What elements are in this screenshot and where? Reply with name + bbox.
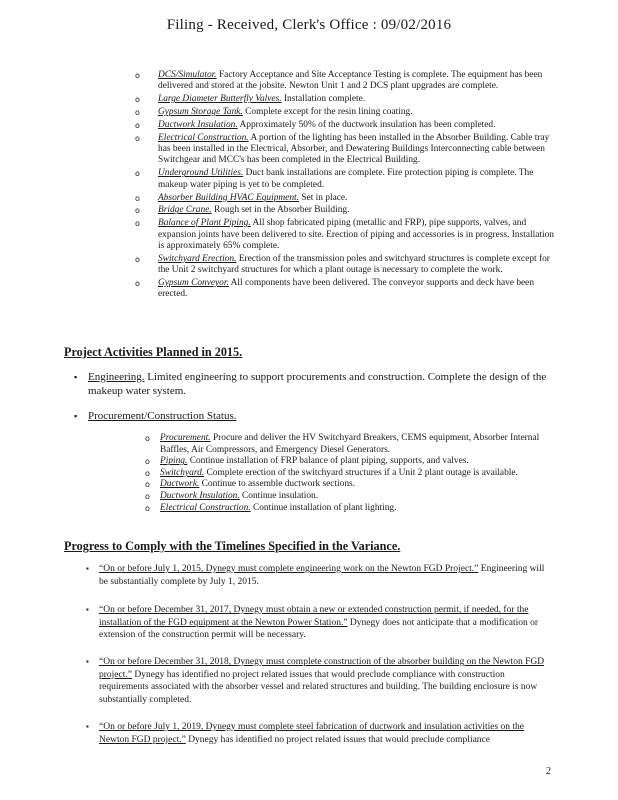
circle-bullet-icon: o <box>135 108 140 118</box>
circle-bullet-icon: o <box>135 133 140 143</box>
circle-bullet-icon: o <box>145 468 150 478</box>
list-item: o Procurement. Procure and deliver the HV Switchyard Breakers, CEMS equipment, Absorber Internal Baffles, Air Compressors, and Emergency Diesel Generators. <box>145 433 540 455</box>
list-item: o Switchyard Erection. Erection of the transmission poles and switchyard structures is complete except for the Unit 2 switchyard structures for which a plant outage is necessary to complete the work. <box>135 253 550 276</box>
list-item: o Absorber Building HVAC Equipment. Set in place. <box>135 192 348 203</box>
section-heading-progress: Progress to Comply with the Timelines Specified in the Variance. <box>64 539 401 553</box>
square-bullet-icon: ▪ <box>86 605 89 614</box>
list-item: o Underground Utilities. Duct bank installations are complete. Fire protection piping is complete. The makeup water piping is yet to be completed. <box>135 168 534 190</box>
square-bullet-icon: ▪ <box>86 657 89 666</box>
list-item: o Electrical Construction. A portion of the lighting has been installed in the Absorber Building. Cable tray has been installed in the Electrical, Absorber, and Dewatering Buildings Interconnecting cable between Switchgear and MCC's has been completed in the Electrical Building. <box>135 132 550 166</box>
list-item: o Gypsum Storage Tank. Complete except for the resin lining coating. <box>135 107 413 118</box>
square-bullet-icon: ▪ <box>86 722 89 731</box>
procurement-bullet: ▪ Procurement/Construction Status. <box>74 410 237 422</box>
timeline-item: ▪ “On or before December 31, 2018, Dynegy must complete construction of the absorber building on the Newton FGD project.” Dynegy has identified no project related issues that would preclude compliance with construction requirements associated with the absorber vessel and related structures and building. The building enclosure is now substantially completed. <box>86 657 545 705</box>
circle-bullet-icon: o <box>135 193 140 203</box>
completed-items-list <box>135 70 555 302</box>
filing-header: Filing - Received, Clerk's Office : 09/02/2016 <box>166 17 452 33</box>
list-item: o Bridge Crane. Rough set in the Absorber Building. <box>135 205 350 216</box>
list-item: o Ductwork. Continue to assemble ductwork sections. <box>145 479 356 490</box>
engineering-bullet: ▪ Engineering. Limited engineering to support procurements and construction. Complete the design of the makeup water system. <box>74 371 547 397</box>
timeline-item: ▪ “On or before July 1, 2015, Dynegy must complete engineering work on the Newton FGD Project.” Engineering will be substantially complete by July 1, 2015. <box>86 564 545 587</box>
circle-bullet-icon: o <box>135 95 140 105</box>
list-item: o Gypsum Conveyor. All components have been delivered. The conveyor supports and deck have been erected. <box>135 277 535 300</box>
circle-bullet-icon: o <box>135 71 140 80</box>
list-item: o Piping. Continue installation of FRP balance of plant piping, supports, and valves. <box>145 456 469 467</box>
circle-bullet-icon: o <box>145 503 150 513</box>
circle-bullet-icon: o <box>145 491 150 501</box>
list-item: o Electrical Construction. Continue installation of plant lighting. <box>145 502 397 513</box>
circle-bullet-icon: o <box>135 206 140 216</box>
list-item: o Ductwork Insulation. Approximately 50% of the ductwork insulation has been completed. <box>135 119 496 130</box>
timeline-item: ▪ “On or before December 31, 2017, Dynegy must obtain a new or extended construction permit, if needed, for the installation of the FGD equipment at the Newton Power Station.” Dynegy does not anticipate that a modification or extension of the construction permit will be necessary. <box>86 605 539 641</box>
circle-bullet-icon: o <box>135 254 140 264</box>
circle-bullet-icon: o <box>135 278 140 288</box>
list-item: o Balance of Plant Piping. All shop fabricated piping (metallic and FRP), pipe supports, valves, and expansion joints have been delivered to site. Erection of piping and accessories is in progress. Installation is approximately 65% complete. <box>135 218 554 251</box>
list-item: o DCS/Simulator. Factory Acceptance and Site Acceptance Testing is complete. The equipment has been delivered and stored at the jobsite. Newton Unit 1 and 2 DCS plant upgrades are complete. <box>135 70 543 92</box>
list-item: o Switchyard. Complete erection of the switchyard structures if a Unit 2 plant outage is available. <box>145 467 518 478</box>
list-item: o Ductwork Insulation. Continue insulation. <box>145 490 319 501</box>
circle-bullet-icon: o <box>145 434 150 443</box>
circle-bullet-icon: o <box>135 219 140 229</box>
page-number: 2 <box>546 766 551 777</box>
list-item: o Large Diameter Butterfly Valves. Installation complete. <box>135 94 366 105</box>
section-heading-planned: Project Activities Planned in 2015. <box>64 345 243 359</box>
square-bullet-icon: ▪ <box>86 564 89 573</box>
square-bullet-icon: ▪ <box>74 372 78 382</box>
timeline-item: ▪ “On or before July 1, 2019, Dynegy must complete steel fabrication of ductwork and insulation activities on the Newton FGD project.” Dynegy has identified no project related issues that would preclude compliance <box>86 722 525 745</box>
circle-bullet-icon: o <box>145 480 150 490</box>
planned-items-list <box>145 433 555 514</box>
circle-bullet-icon: o <box>135 169 140 179</box>
circle-bullet-icon: o <box>135 120 140 130</box>
circle-bullet-icon: o <box>145 457 150 467</box>
square-bullet-icon: ▪ <box>74 411 78 421</box>
